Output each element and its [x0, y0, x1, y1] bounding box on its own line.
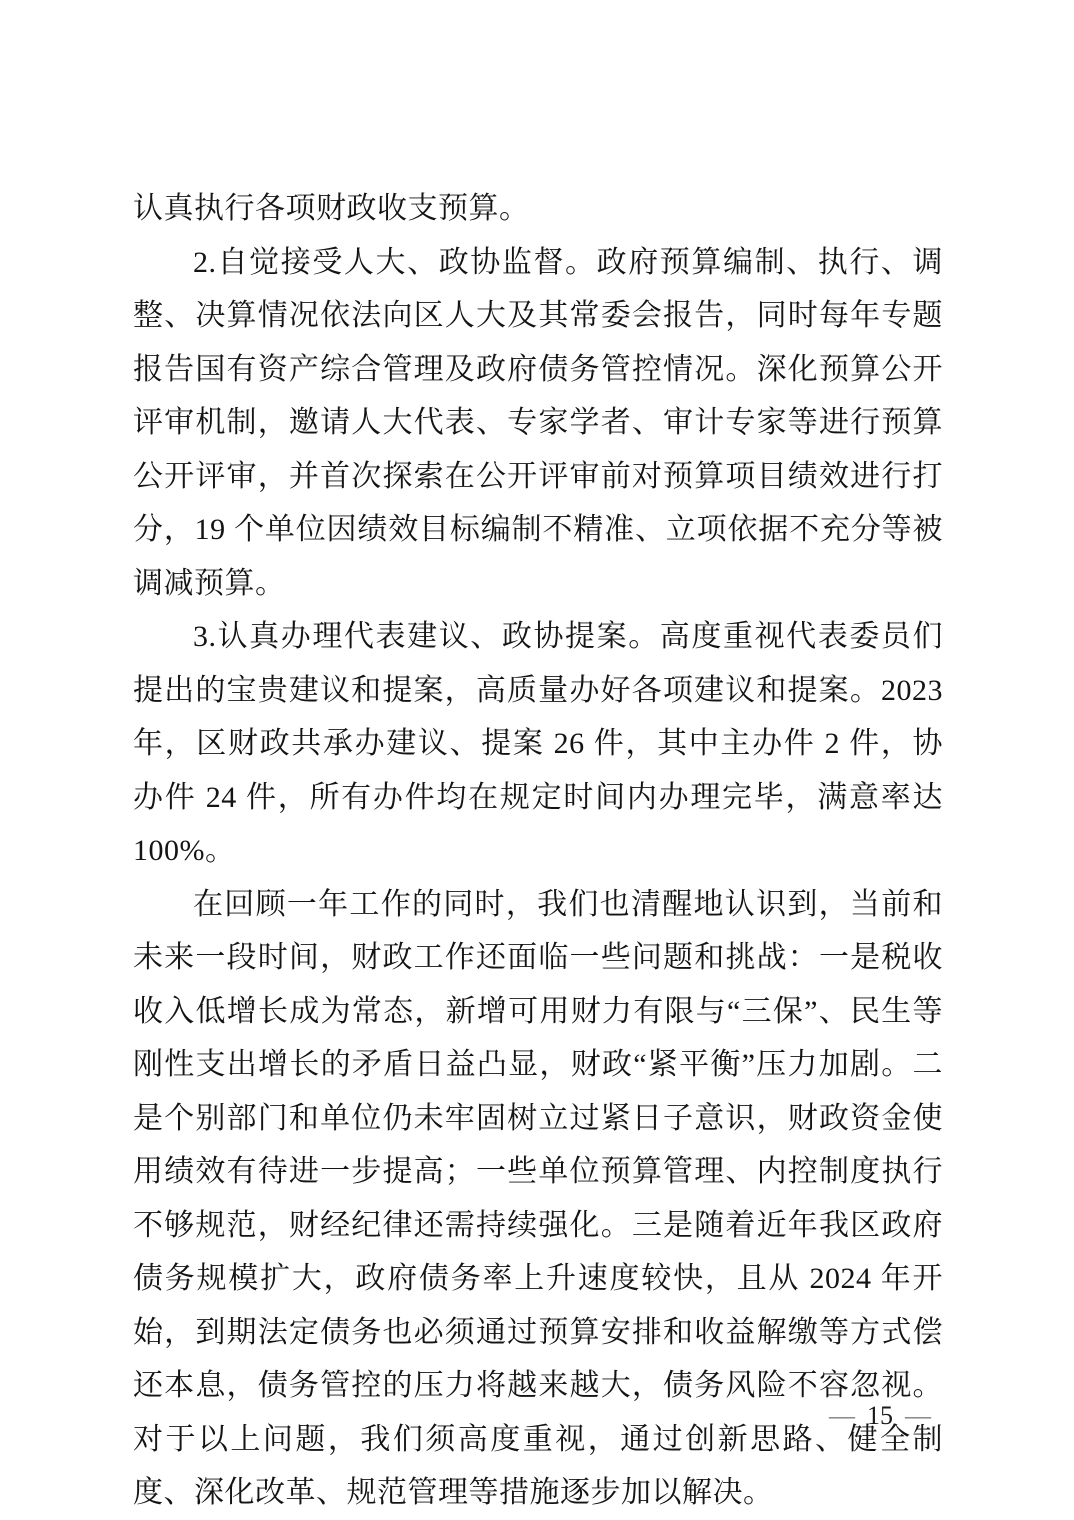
footer-dash-left: — [829, 1401, 855, 1430]
paragraph-continuation: 认真执行各项财政收支预算。 [133, 192, 530, 225]
paragraph-item-3: 3.认真办理代表建议、政协提案。高度重视代表委员们提出的宝贵建议和提案，高质量办好各项建议和提案。2023 年，区财政共承办建议、提案 26 件，其中主办件 2 件，协办件 24 件，所有办件均在规定时间内办理完毕，满意率达 100%。 [133, 620, 943, 867]
paragraph-item-2: 2.自觉接受人大、政协监督。政府预算编制、执行、调整、决算情况依法向区人大及其常委会报告，同时每年专题报告国有资产综合管理及政府债务管控情况。深化预算公开评审机制，邀请人大代表、专家学者、审计专家等进行预算公开评审，并首次探索在公开评审前对预算项目绩效进行打分，19 个单位因绩效目标编制不精准、立项依据不充分等被调减预算。 [133, 245, 943, 600]
paragraph-review-outlook: 在回顾一年工作的同时，我们也清醒地认识到，当前和未来一段时间，财政工作还面临一些问题和挑战：一是税收收入低增长成为常态，新增可用财力有限与“三保”、民生等刚性支出增长的矛盾日益凸显，财政“紧平衡”压力加剧。二是个别部门和单位仍未牢固树立过紧日子意识，财政资金使用绩效有待进一步提高；一些单位预算管理、内控制度执行不够规范，财经纪律还需持续强化。三是随着近年我区政府债务规模扩大，政府债务率上升速度较快，且从 2024 年开始，到期法定债务也必须通过预算安排和收益解缴等方式偿还本息，债务管控的压力将越来越大，债务风险不容忽视。对于以上问题，我们须高度重视，通过创新思路、健全制度、深化改革、规范管理等措施逐步加以解决。 [133, 887, 943, 1509]
footer-dash-right: — [905, 1401, 931, 1430]
document-body [133, 182, 943, 1520]
page-footer [817, 1396, 943, 1436]
page-number: 15 [867, 1401, 893, 1430]
